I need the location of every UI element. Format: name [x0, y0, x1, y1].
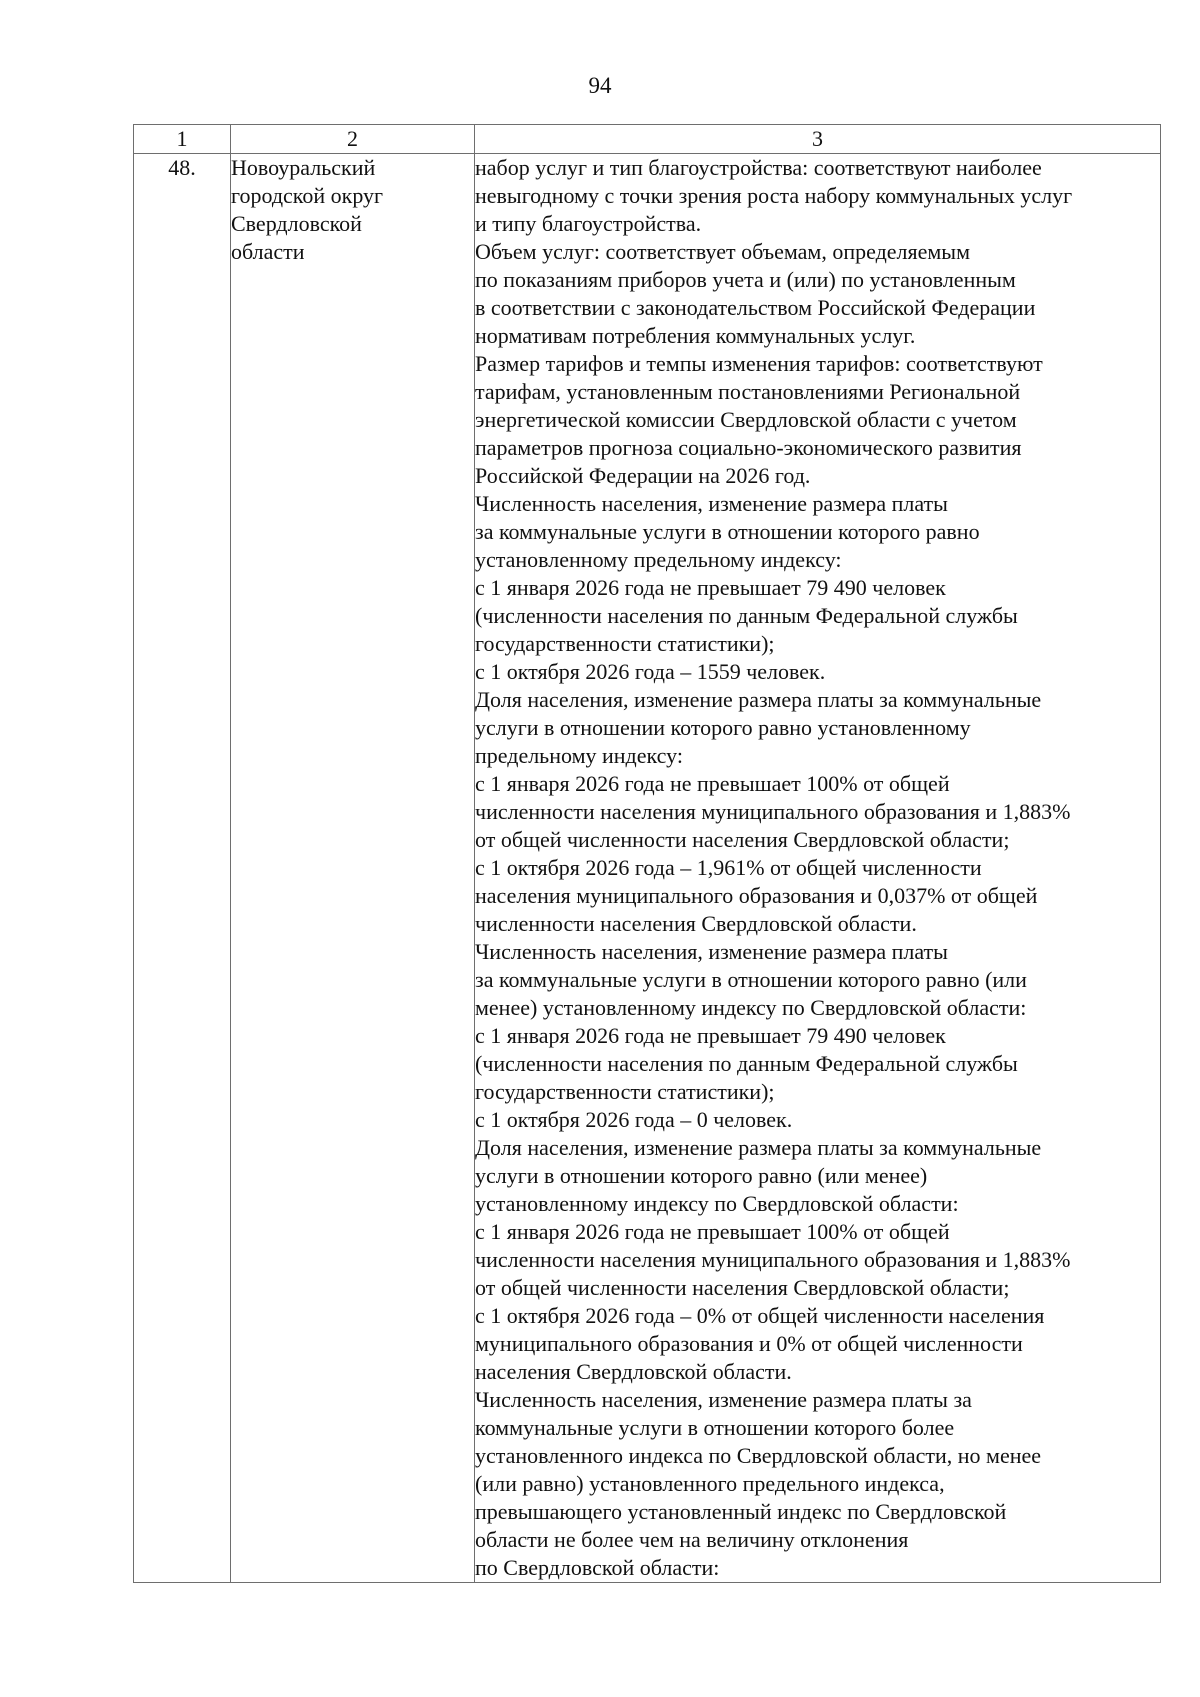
- description-cell: [475, 154, 1161, 1583]
- description-line: Размер тарифов и темпы изменения тарифов: соответствуют: [475, 351, 1043, 376]
- description-line: населения муниципального образования и 0,037% от общей: [475, 883, 1038, 908]
- description-line: Российской Федерации на 2026 год.: [475, 463, 811, 488]
- description-line: нормативам потребления коммунальных услуг.: [475, 323, 916, 348]
- description-line: Численность населения, изменение размера платы: [475, 939, 948, 964]
- description-line: от общей численности населения Свердловской области;: [475, 827, 1010, 852]
- description-line: Численность населения, изменение размера платы: [475, 491, 948, 516]
- description-line: предельному индексу:: [475, 743, 683, 768]
- description-line: государственности статистики);: [475, 1079, 775, 1104]
- description-line: за коммунальные услуги в отношении которого равно (или: [475, 967, 1027, 992]
- municipality-name-cell: [231, 154, 475, 1583]
- description-line: превышающего установленный индекс по Свердловской: [475, 1499, 1007, 1524]
- description-line: с 1 октября 2026 года – 1,961% от общей численности: [475, 855, 982, 880]
- description-line: менее) установленному индексу по Свердловской области:: [475, 995, 1027, 1020]
- description-line: Доля населения, изменение размера платы за коммунальные: [475, 687, 1042, 712]
- description-line: невыгодному с точки зрения роста набору коммунальных услуг: [475, 183, 1073, 208]
- municipality-name-line: Свердловской: [231, 211, 362, 236]
- description-line: в соответствии с законодательством Российской Федерации: [475, 295, 1036, 320]
- description-line: энергетической комиссии Свердловской области с учетом: [475, 407, 1017, 432]
- description-line: за коммунальные услуги в отношении которого равно: [475, 519, 980, 544]
- description-line: с 1 октября 2026 года – 0 человек.: [475, 1107, 793, 1132]
- row-number: 48.: [134, 154, 231, 1583]
- municipality-name-line: области: [231, 239, 305, 264]
- description-line: численности населения Свердловской области.: [475, 911, 917, 936]
- description-line: установленному индексу по Свердловской области:: [475, 1191, 959, 1216]
- description-line: услуги в отношении которого равно (или менее): [475, 1163, 928, 1188]
- description-line: численности населения муниципального образования и 1,883%: [475, 1247, 1071, 1272]
- description-line: от общей численности населения Свердловской области;: [475, 1275, 1010, 1300]
- description-line: коммунальные услуги в отношении которого более: [475, 1415, 955, 1440]
- description-line: государственности статистики);: [475, 631, 775, 656]
- municipality-name-line: Новоуральский: [231, 155, 376, 180]
- description-line: (или равно) установленного предельного индекса,: [475, 1471, 945, 1496]
- table-row: [134, 154, 1161, 1583]
- description-line: населения Свердловской области.: [475, 1359, 792, 1384]
- description-line: (численности населения по данным Федеральной службы: [475, 1051, 1018, 1076]
- description-line: услуги в отношении которого равно установленному: [475, 715, 971, 740]
- column-header-1: 1: [134, 125, 231, 154]
- description-line: Доля населения, изменение размера платы за коммунальные: [475, 1135, 1042, 1160]
- description-line: и типу благоустройства.: [475, 211, 702, 236]
- description-line: Численность населения, изменение размера платы за: [475, 1387, 972, 1412]
- description-line: установленного индекса по Свердловской области, но менее: [475, 1443, 1042, 1468]
- description-line: с 1 января 2026 года не превышает 79 490 человек: [475, 575, 946, 600]
- description-line: численности населения муниципального образования и 1,883%: [475, 799, 1071, 824]
- description-line: по показаниям приборов учета и (или) по установленным: [475, 267, 1016, 292]
- table-header-row: [134, 125, 1161, 154]
- column-header-3: 3: [475, 125, 1161, 154]
- description-line: набор услуг и тип благоустройства: соответствуют наиболее: [475, 155, 1042, 180]
- description-line: Объем услуг: соответствует объемам, определяемым: [475, 239, 971, 264]
- description-line: параметров прогноза социально-экономического развития: [475, 435, 1022, 460]
- description-line: по Свердловской области:: [475, 1555, 720, 1580]
- description-line: с 1 января 2026 года не превышает 100% от общей: [475, 771, 950, 796]
- description-line: (численности населения по данным Федеральной службы: [475, 603, 1018, 628]
- description-line: с 1 января 2026 года не превышает 100% от общей: [475, 1219, 950, 1244]
- description-line: с 1 октября 2026 года – 0% от общей численности населения: [475, 1303, 1045, 1328]
- description-line: с 1 января 2026 года не превышает 79 490 человек: [475, 1023, 946, 1048]
- description-line: с 1 октября 2026 года – 1559 человек.: [475, 659, 826, 684]
- description-line: установленному предельному индексу:: [475, 547, 842, 572]
- document-table: [133, 124, 1161, 1583]
- description-line: тарифам, установленным постановлениями Региональной: [475, 379, 1021, 404]
- page-number: 94: [588, 73, 612, 98]
- description-line: муниципального образования и 0% от общей численности: [475, 1331, 1023, 1356]
- municipality-name-line: городской округ: [231, 183, 384, 208]
- description-line: области не более чем на величину отклонения: [475, 1527, 909, 1552]
- column-header-2: 2: [231, 125, 475, 154]
